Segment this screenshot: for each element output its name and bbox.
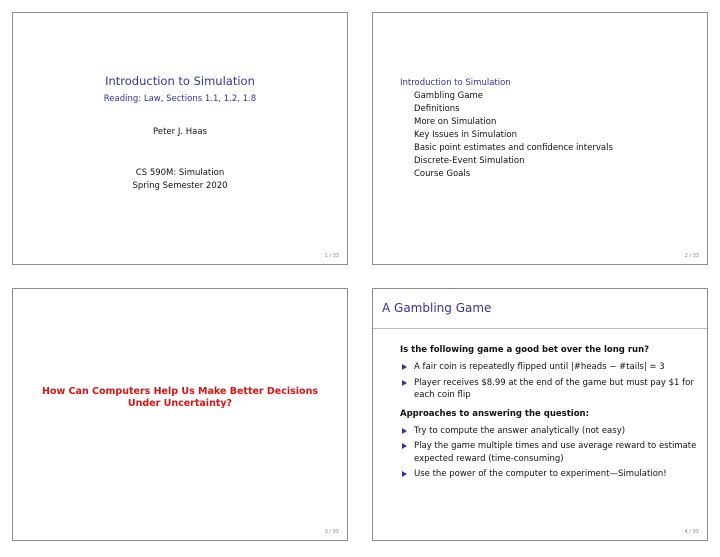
- motivating-question: [13, 386, 347, 410]
- author-name: Peter J. Haas: [153, 127, 207, 137]
- toc-item-more-on-simulation[interactable]: More on Simulation: [414, 117, 497, 127]
- slide-gambling-game: [372, 288, 708, 541]
- page-number: 2 / 33: [684, 253, 699, 259]
- list-item: A fair coin is repeatedly flipped until |#heads − #tails| = 3: [400, 361, 700, 374]
- question-line-2: Under Uncertainty?: [127, 398, 233, 409]
- slide-header: [373, 289, 707, 329]
- toc-item-key-issues[interactable]: Key Issues in Simulation: [414, 130, 517, 140]
- table-of-contents: [400, 77, 613, 181]
- page-number: 1 / 33: [324, 253, 339, 259]
- toc-item-gambling-game[interactable]: Gambling Game: [414, 91, 483, 101]
- slide-question: [12, 288, 348, 541]
- approaches-heading: Approaches to answering the question:: [400, 408, 589, 419]
- slide-title: [12, 12, 348, 265]
- toc-item-discrete-event[interactable]: Discrete-Event Simulation: [414, 156, 525, 166]
- toc-section[interactable]: Introduction to Simulation: [400, 78, 511, 88]
- approaches-list: [400, 425, 700, 481]
- toc-item-course-goals[interactable]: Course Goals: [414, 169, 471, 179]
- slide-heading: A Gambling Game: [382, 301, 492, 315]
- question-line-1: How Can Computers Help Us Make Better Decisions: [42, 386, 318, 397]
- toc-item-definitions[interactable]: Definitions: [414, 104, 460, 114]
- list-item: Play the game multiple times and use average reward to estimate expected reward (time-consuming): [400, 440, 700, 465]
- list-item: Try to compute the answer analytically (not easy): [400, 425, 700, 438]
- list-item: Player receives $8.99 at the end of the game but must pay $1 for each coin flip: [400, 377, 700, 402]
- game-question: Is the following game a good bet over the long run?: [400, 345, 650, 355]
- course-info: [13, 167, 347, 193]
- reading-reference: Reading: Law, Sections 1.1, 1.2, 1.8: [103, 94, 257, 104]
- page-number: 3 / 33: [324, 529, 339, 535]
- list-item: Use the power of the computer to experiment—Simulation!: [400, 468, 700, 481]
- semester: Spring Semester 2020: [132, 181, 228, 191]
- presentation-title: Introduction to Simulation: [105, 74, 255, 88]
- page-number: 4 / 33: [684, 529, 699, 535]
- course-name: CS 590M: Simulation: [135, 168, 225, 178]
- toc-item-point-estimates[interactable]: Basic point estimates and confidence intervals: [414, 143, 613, 153]
- game-rules-list: [400, 361, 700, 402]
- slide-body: [400, 345, 700, 488]
- slide-outline: [372, 12, 708, 265]
